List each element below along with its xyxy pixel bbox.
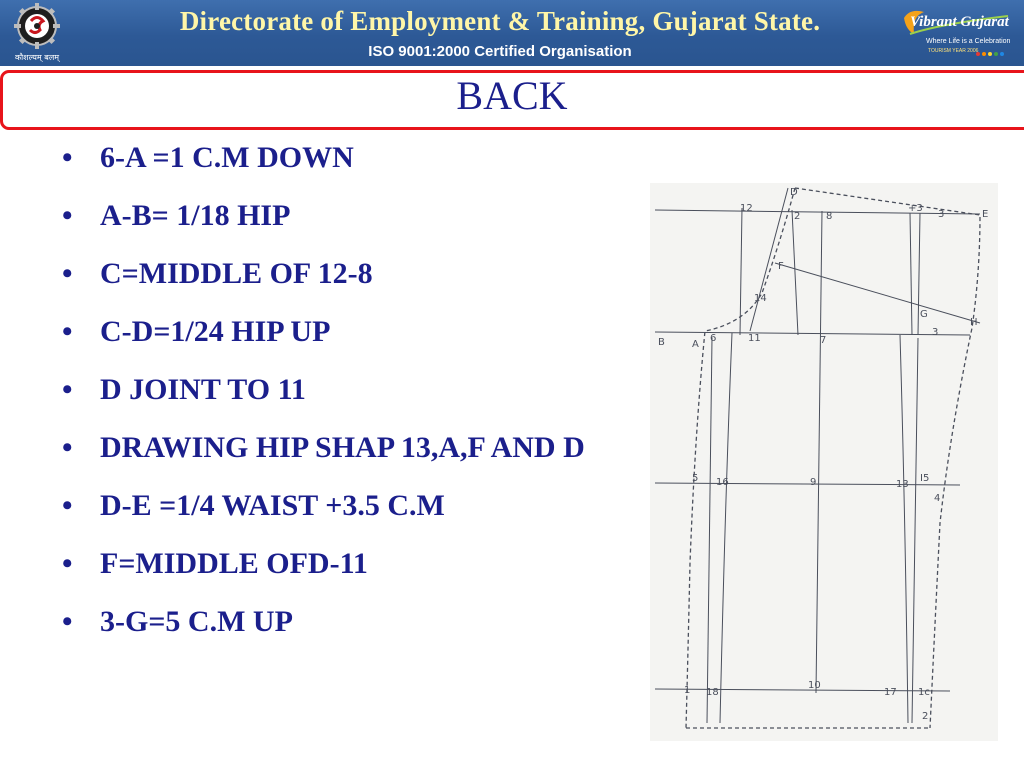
list-item: [62, 254, 642, 294]
label-15: I5: [920, 473, 930, 484]
trouser-pattern-sketch: [650, 183, 998, 741]
bullet-icon: •: [62, 431, 73, 464]
vibrant-gujarat-tagline: Where Life is a Celebration: [926, 38, 1011, 45]
vibrant-gujarat-year: TOURISM YEAR 2006: [928, 48, 979, 54]
label-3: 3: [932, 327, 939, 338]
bullet-icon: •: [62, 489, 73, 522]
list-item-text: DRAWING HIP SHAP 13,A,F AND D: [100, 431, 585, 464]
label-a: A: [692, 339, 699, 350]
label-8: 8: [826, 211, 833, 222]
bullet-icon: •: [62, 605, 73, 638]
list-item-text: A-B= 1/18 HIP: [100, 199, 291, 232]
label-10: 10: [808, 680, 821, 691]
label-17: 17: [884, 687, 897, 698]
bullet-icon: •: [62, 373, 73, 406]
logo-motto: कौशल्यम् बलम्: [14, 53, 60, 62]
list-item: [62, 138, 642, 178]
list-item: [62, 602, 642, 642]
instruction-list: [62, 138, 642, 660]
label-18: 18: [706, 687, 719, 698]
label-2b: 2: [922, 711, 929, 722]
label-6: 6: [710, 333, 717, 344]
list-item-text: F=MIDDLE OFD-11: [100, 547, 368, 580]
organisation-title: Directorate of Employment & Training, Gujarat State.: [179, 6, 821, 36]
header-bar: [0, 0, 1024, 66]
list-item-text: D-E =1/4 WAIST +3.5 C.M: [100, 489, 445, 522]
label-14: 14: [754, 293, 767, 304]
gear-emblem-logo: [8, 2, 66, 64]
bullet-icon: •: [62, 257, 73, 290]
list-item: [62, 312, 642, 352]
list-item-text: C=MIDDLE OF 12-8: [100, 257, 373, 290]
slide-title: BACK: [456, 73, 568, 118]
vibrant-gujarat-logo: [900, 4, 1016, 62]
vibrant-gujarat-name: Vibrant Gujarat: [910, 14, 1009, 30]
list-item: [62, 544, 642, 584]
bullet-icon: •: [62, 547, 73, 580]
label-plus3: +3: [908, 203, 923, 214]
label-h: H: [970, 317, 978, 328]
label-12: 12: [740, 203, 753, 214]
bullet-icon: •: [62, 199, 73, 232]
label-g: G: [920, 309, 928, 320]
label-1b: 1c: [918, 687, 930, 698]
label-5: 5: [692, 473, 699, 484]
label-b: B: [658, 337, 665, 348]
label-e: E: [982, 209, 989, 220]
label-d: D: [790, 187, 798, 198]
label-11: 11: [748, 333, 761, 344]
list-item: [62, 370, 642, 410]
label-3a: 3: [938, 209, 945, 220]
list-item-text: D JOINT TO 11: [100, 373, 306, 406]
bullet-icon: •: [62, 141, 73, 174]
label-f: F: [778, 261, 784, 272]
list-item-text: 6-A =1 C.M DOWN: [100, 141, 354, 174]
certification-subtitle: ISO 9001:2000 Certified Organisation: [368, 43, 632, 60]
list-item: [62, 196, 642, 236]
label-9: 9: [810, 477, 817, 488]
label-7: 7: [820, 335, 827, 346]
label-4: 4: [934, 493, 941, 504]
label-13: 13: [896, 479, 909, 490]
label-2: 2: [794, 211, 801, 222]
list-item: [62, 428, 642, 468]
label-16: 16: [716, 477, 729, 488]
list-item: [62, 486, 642, 526]
label-1: 1: [684, 685, 691, 696]
gear-emblem-icon: [8, 2, 66, 52]
list-item-text: 3-G=5 C.M UP: [100, 605, 293, 638]
trouser-pattern-drawing: [650, 183, 998, 741]
list-item-text: C-D=1/24 HIP UP: [100, 315, 331, 348]
bullet-icon: •: [62, 315, 73, 348]
